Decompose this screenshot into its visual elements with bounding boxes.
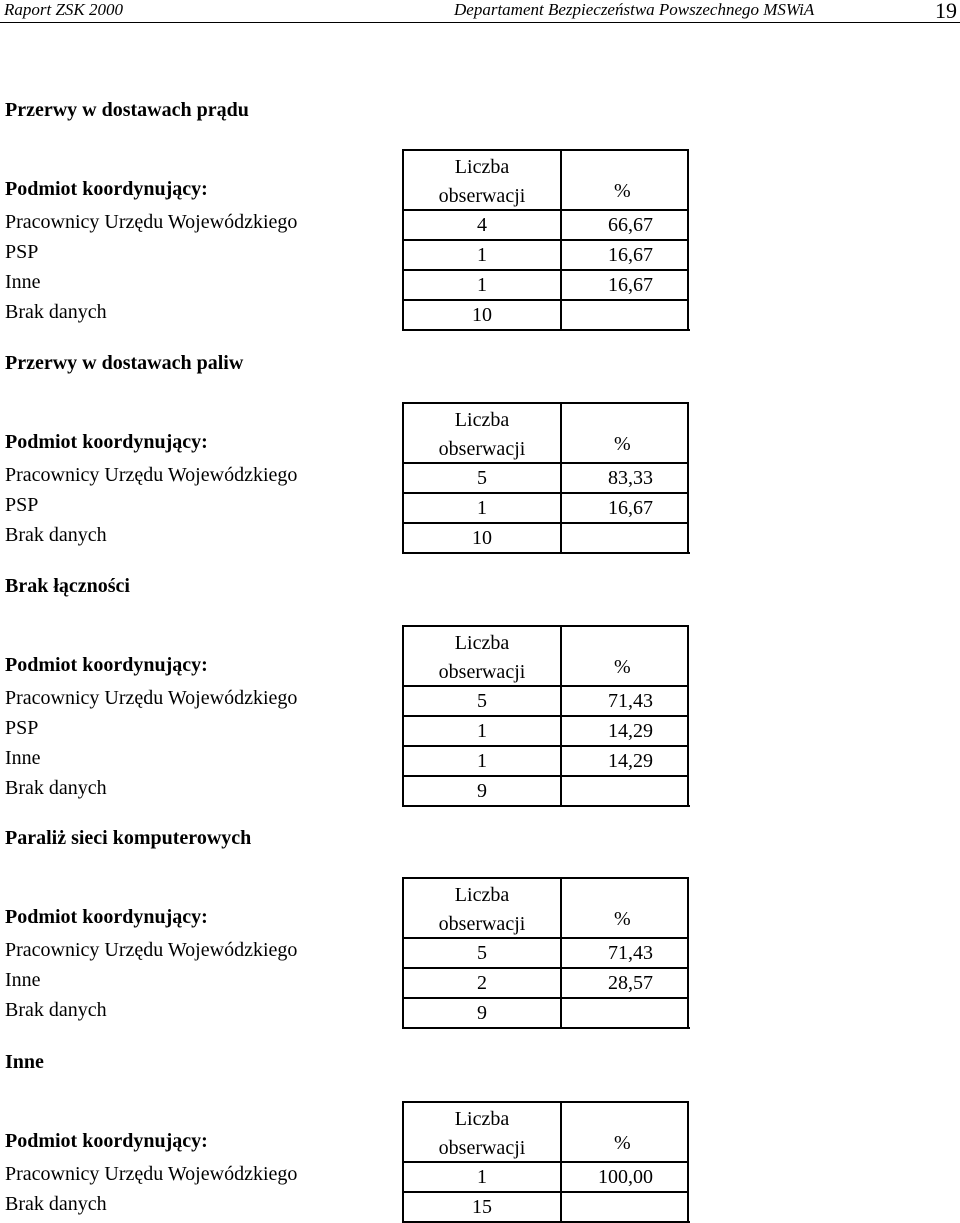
column-header-count-line1: Liczba	[454, 1108, 510, 1130]
column-header-percent-label: %	[614, 180, 631, 202]
column-header-subject: Podmiot koordynujący:	[5, 654, 208, 676]
row-label: Pracownicy Urzędu Wojewódzkiego	[5, 1163, 298, 1185]
row-count: 15	[402, 1191, 560, 1221]
row-percent: 71,43	[560, 685, 689, 715]
row-label: PSP	[5, 494, 39, 516]
column-header-percent	[560, 877, 689, 937]
row-label: Pracownicy Urzędu Wojewódzkiego	[5, 211, 298, 233]
row-count: 10	[402, 299, 560, 329]
row-percent: 16,67	[560, 239, 689, 269]
section-title: Brak łączności	[5, 575, 130, 597]
row-label: Pracownicy Urzędu Wojewódzkiego	[5, 464, 298, 486]
row-percent: 16,67	[560, 269, 689, 299]
table-bottom-border	[402, 552, 690, 554]
row-percent: 71,43	[560, 937, 689, 967]
header-department: Departament Bezpieczeństwa Powszechnego MSWiA	[454, 0, 815, 19]
column-header-percent-label: %	[614, 656, 631, 678]
table-row	[0, 937, 690, 967]
table-row	[0, 745, 690, 775]
row-count: 1	[402, 492, 560, 522]
header-report-title: Raport ZSK 2000	[4, 0, 124, 19]
table-row	[0, 239, 690, 269]
row-count: 2	[402, 967, 560, 997]
section-title: Przerwy w dostawach prądu	[5, 99, 249, 121]
row-label: Pracownicy Urzędu Wojewódzkiego	[5, 687, 298, 709]
row-percent: 28,57	[560, 967, 689, 997]
row-label: PSP	[5, 241, 39, 263]
table-row	[0, 685, 690, 715]
column-header-percent	[560, 149, 689, 209]
section-title: Przerwy w dostawach paliw	[5, 352, 244, 374]
row-count: 9	[402, 775, 560, 805]
table-row	[0, 522, 690, 552]
column-header-subject: Podmiot koordynujący:	[5, 1130, 208, 1152]
row-percent	[560, 522, 689, 552]
table-row	[0, 967, 690, 997]
column-header-percent-label: %	[614, 433, 631, 455]
section-title: Paraliż sieci komputerowych	[5, 827, 252, 849]
column-header-count	[402, 149, 560, 209]
row-label: Brak danych	[5, 999, 107, 1021]
table-row	[0, 269, 690, 299]
column-header-count-line2: obserwacji	[438, 185, 526, 207]
table-bottom-border	[402, 329, 690, 331]
row-count: 9	[402, 997, 560, 1027]
row-percent	[560, 997, 689, 1027]
column-header-count-line2: obserwacji	[438, 438, 526, 460]
column-header-count-line1: Liczba	[454, 156, 510, 178]
row-count: 1	[402, 239, 560, 269]
row-percent: 100,00	[560, 1161, 689, 1191]
row-percent: 83,33	[560, 462, 689, 492]
table-row	[0, 492, 690, 522]
row-count: 1	[402, 269, 560, 299]
column-header-count-line1: Liczba	[454, 632, 510, 654]
row-percent	[560, 1191, 689, 1221]
column-header-count	[402, 877, 560, 937]
row-count: 10	[402, 522, 560, 552]
row-label: Brak danych	[5, 1193, 107, 1215]
row-percent	[560, 299, 689, 329]
row-count: 5	[402, 462, 560, 492]
column-header-count-line2: obserwacji	[438, 1137, 526, 1159]
row-label: Inne	[5, 271, 41, 293]
row-percent: 66,67	[560, 209, 689, 239]
page-number: 19	[935, 0, 957, 23]
row-label: Inne	[5, 969, 41, 991]
column-header-percent	[560, 402, 689, 462]
row-count: 1	[402, 715, 560, 745]
table-row	[0, 209, 690, 239]
column-header-count-line1: Liczba	[454, 884, 510, 906]
table-row	[0, 775, 690, 805]
column-header-percent	[560, 625, 689, 685]
row-count: 1	[402, 745, 560, 775]
column-header-percent-label: %	[614, 1132, 631, 1154]
row-percent	[560, 775, 689, 805]
row-label: Brak danych	[5, 301, 107, 323]
row-count: 4	[402, 209, 560, 239]
table-bottom-border	[402, 1027, 690, 1029]
column-header-count	[402, 1101, 560, 1161]
row-label: PSP	[5, 717, 39, 739]
row-percent: 14,29	[560, 745, 689, 775]
table-bottom-border	[402, 805, 690, 807]
row-count: 1	[402, 1161, 560, 1191]
table-row	[0, 997, 690, 1027]
row-label: Brak danych	[5, 524, 107, 546]
column-header-subject: Podmiot koordynujący:	[5, 178, 208, 200]
column-header-count	[402, 625, 560, 685]
section-title: Inne	[5, 1051, 44, 1073]
table-row	[0, 1161, 690, 1191]
column-header-count-line2: obserwacji	[438, 661, 526, 683]
row-count: 5	[402, 937, 560, 967]
table-row	[0, 462, 690, 492]
table-row	[0, 299, 690, 329]
page-header	[0, 0, 960, 23]
column-header-percent-label: %	[614, 908, 631, 930]
table-row	[0, 1191, 690, 1221]
table-row	[0, 715, 690, 745]
column-header-subject: Podmiot koordynujący:	[5, 906, 208, 928]
column-header-subject: Podmiot koordynujący:	[5, 431, 208, 453]
column-header-percent	[560, 1101, 689, 1161]
row-count: 5	[402, 685, 560, 715]
column-header-count-line2: obserwacji	[438, 913, 526, 935]
row-label: Inne	[5, 747, 41, 769]
row-label: Pracownicy Urzędu Wojewódzkiego	[5, 939, 298, 961]
row-label: Brak danych	[5, 777, 107, 799]
column-header-count-line1: Liczba	[454, 409, 510, 431]
row-percent: 14,29	[560, 715, 689, 745]
row-percent: 16,67	[560, 492, 689, 522]
column-header-count	[402, 402, 560, 462]
